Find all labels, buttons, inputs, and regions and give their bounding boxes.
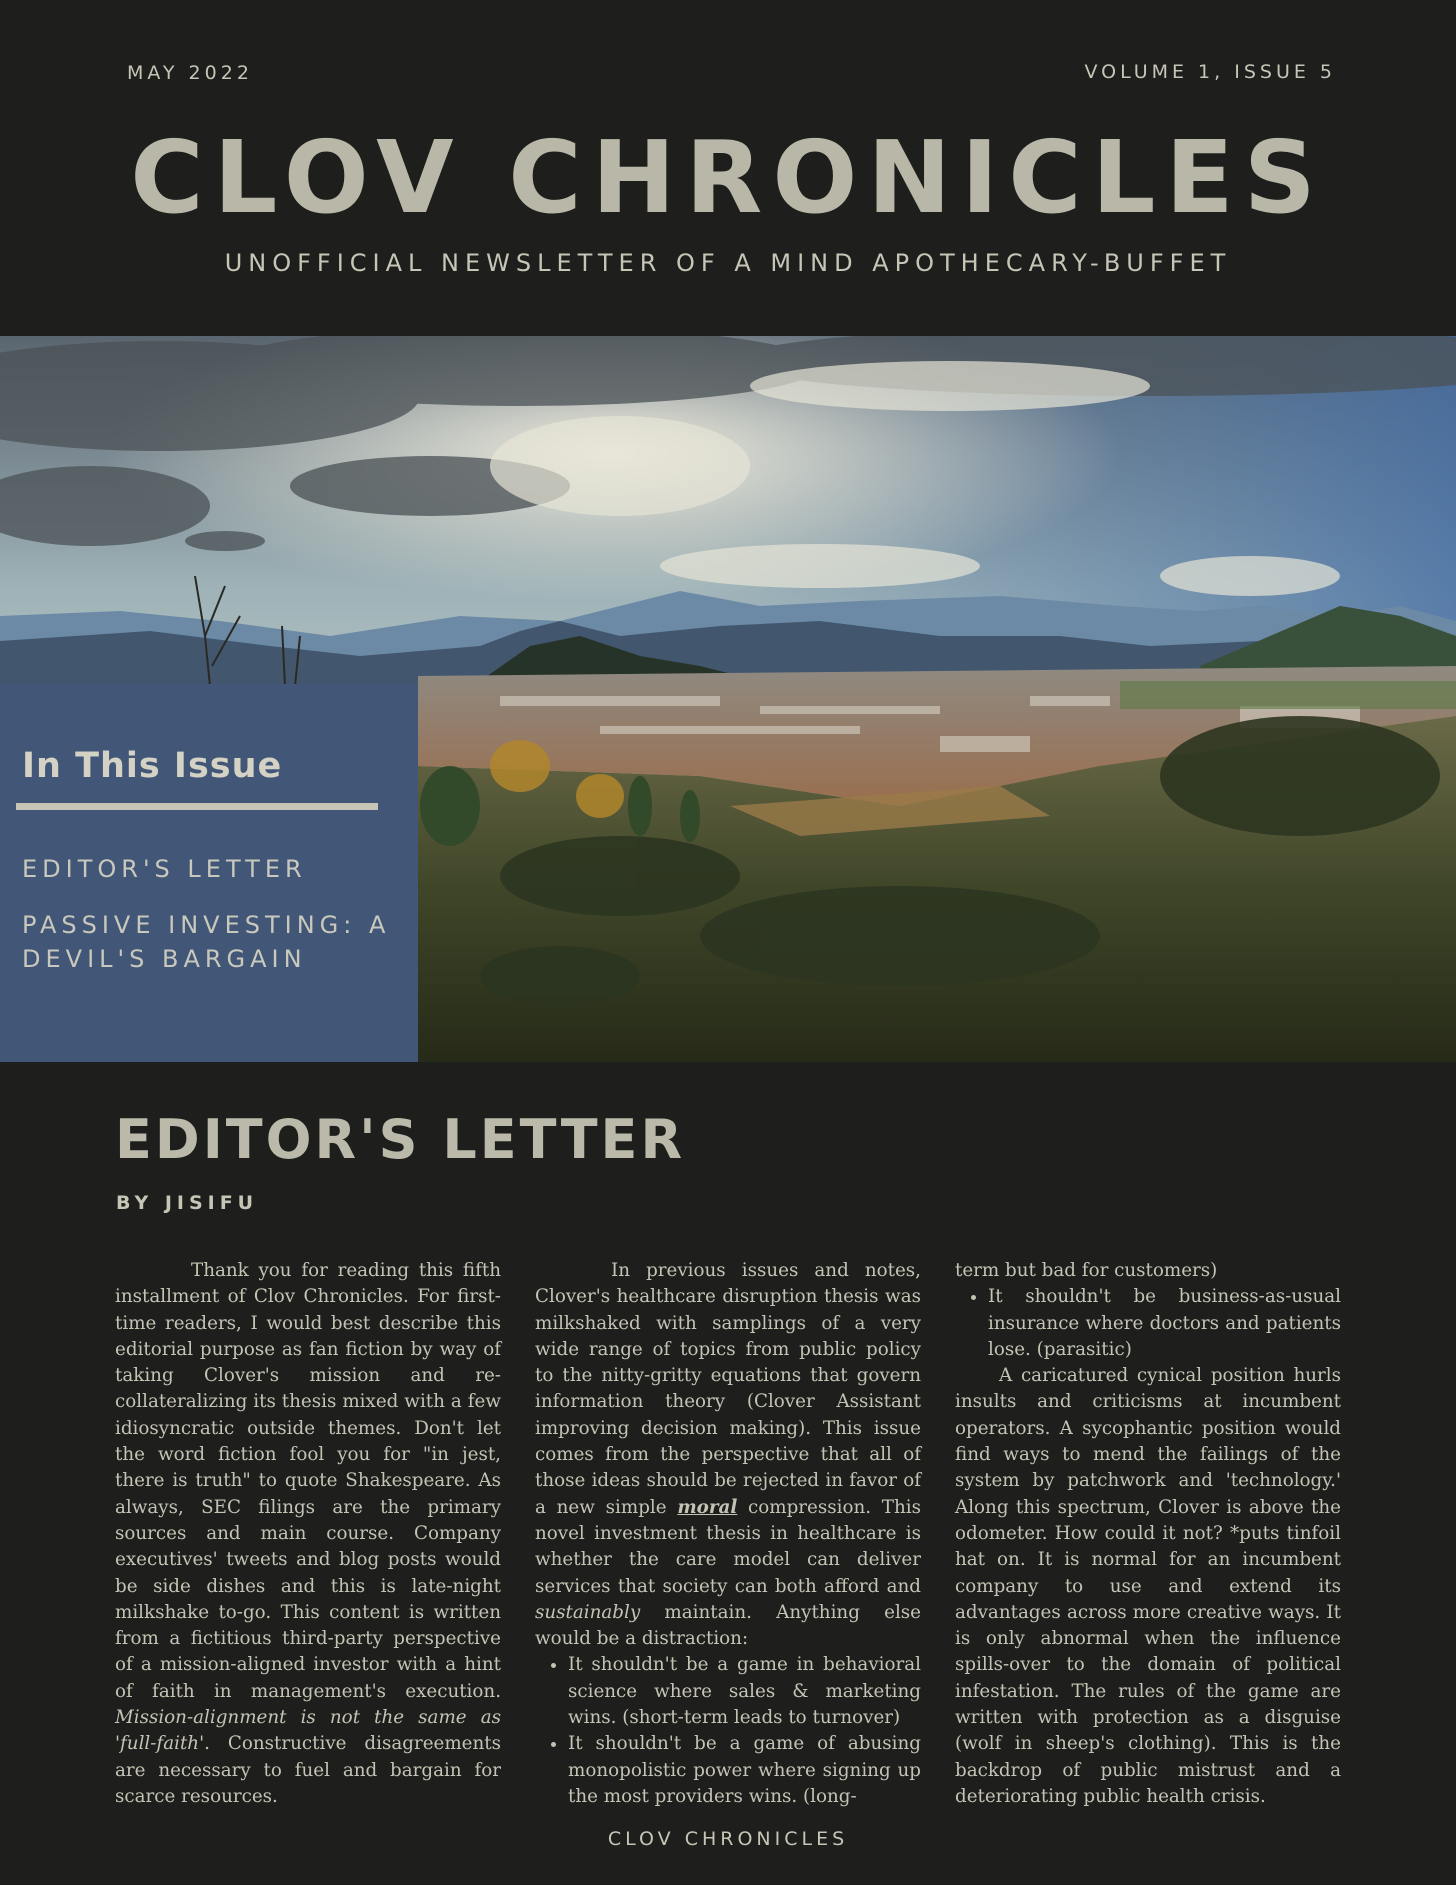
paragraph-text: Thank you for reading this fifth installment of Clov Chronicles. For first-time readers, I would best describe this editorial purpose as fan fiction by way of taking Clover's mission and re-collateralizing its thesis mixed with a few idiosyncratic outside themes. Don't let the word fiction fool you for "in jest, there is truth" to quote Shakespeare. As always, SEC filings are the primary sources and main course. Company executives' tweets and blog posts would be side dishes and this is late-night milkshake to-go. This content is written from a fictitious third-party perspective of a mission-aligned investor with a hint of faith in management's execution. xyxy=(115,1260,501,1702)
in-this-issue-panel xyxy=(0,684,418,1062)
bullet-list xyxy=(535,1652,921,1810)
toc-item-editors-letter[interactable]: EDITOR'S LETTER xyxy=(22,855,307,883)
article-column-3 xyxy=(955,1258,1341,1810)
article-title: EDITOR'S LETTER xyxy=(115,1108,686,1171)
paragraph xyxy=(115,1258,501,1810)
paragraph-text: compression. This novel investment thesis in healthcare is whether the care model can deliver services that society can both afford and xyxy=(535,1496,922,1597)
article-byline: BY JISIFU xyxy=(116,1192,259,1214)
article-column-2 xyxy=(535,1258,921,1810)
in-this-issue-heading: In This Issue xyxy=(22,746,283,786)
toc-item-passive-investing[interactable]: PASSIVE INVESTING: A DEVIL'S BARGAIN xyxy=(22,911,391,973)
paragraph-emphasis: Mission-alignment is not the same as 'full-faith' xyxy=(115,1707,501,1755)
list-item: • It shouldn't be business-as-usual insurance where doctors and patients lose. (parasitic) xyxy=(988,1284,1341,1363)
paragraph xyxy=(535,1258,921,1652)
bullet-list xyxy=(955,1284,1341,1363)
masthead-title: CLOV CHRONICLES xyxy=(130,119,1326,236)
paragraph-emphasis: sustainably xyxy=(535,1601,641,1623)
list-item: • It shouldn't be a game of abusing monopolistic power where signing up the most providers wins. (long- xyxy=(568,1731,921,1810)
issue-date: MAY 2022 xyxy=(127,62,253,84)
issue-volume: VOLUME 1, ISSUE 5 xyxy=(1084,61,1336,83)
page-footer: CLOV CHRONICLES xyxy=(607,1828,849,1850)
paragraph: term but bad for customers) xyxy=(955,1260,1218,1281)
paragraph-text: maintain. Anything else would be a distraction: xyxy=(535,1601,921,1650)
article-column-1 xyxy=(115,1258,501,1810)
paragraph-emphasis: moral xyxy=(677,1496,738,1518)
masthead-tagline: UNOFFICIAL NEWSLETTER OF A MIND APOTHECARY-BUFFET xyxy=(224,249,1232,277)
paragraph-text: In previous issues and notes, Clover's healthcare disruption thesis was milkshaked with samplings of a very wide range of topics from public policy to the nitty-gritty equations that govern information theory (Clover Assistant improving decision making). This issue comes from the perspective that all of those ideas should be rejected in favor of a new simple xyxy=(535,1260,921,1518)
paragraph: A caricatured cynical position hurls insults and criticisms at incumbent operators. A sycophantic position would find ways to mend the failings of the system by patchwork and 'technology.' Along this spectrum, Clover is above the odometer. How could it not? *puts tinfoil hat on. It is normal for an incumbent company to use and extend its advantages across more creative ways. It is only abnormal when the influence spills-over to the domain of political infestation. The rules of the game are written with protection as a disguise (wolf in sheep's clothing). This is the backdrop of public mistrust and a deteriorating public health crisis. xyxy=(955,1365,1341,1807)
list-item: • It shouldn't be a game in behavioral science where sales & marketing wins. (short-term leads to turnover) xyxy=(568,1652,921,1731)
in-this-issue-divider xyxy=(16,803,378,810)
paragraph-text: . Constructive disagreements are necessary to fuel and bargain for scarce resources. xyxy=(115,1733,501,1807)
